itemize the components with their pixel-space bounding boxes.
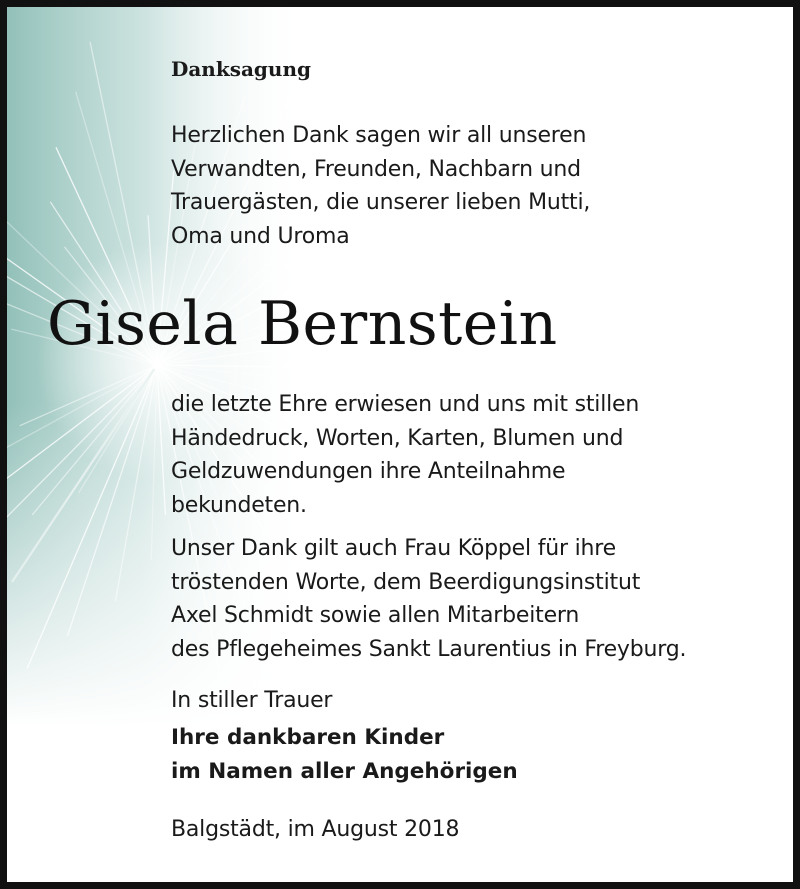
intro-line: Oma und Uroma [171, 223, 350, 249]
additional-thanks-paragraph [171, 532, 686, 666]
signature-line: im Namen aller Angehörigen [171, 758, 518, 784]
intro-paragraph [171, 119, 590, 253]
thanks-line: Geldzuwendungen ihre Anteilnahme [171, 459, 566, 484]
thanks-line: bekundeten. [171, 492, 307, 518]
intro-line: Herzlichen Dank sagen wir all unseren [171, 123, 587, 148]
deceased-name: Gisela Bernstein [47, 289, 558, 359]
intro-line: Verwandten, Freunden, Nachbarn und [171, 156, 581, 182]
thanks-line: die letzte Ehre erwiesen und uns mit stillen [171, 392, 640, 417]
place-date: Balgstädt, im August 2018 [171, 817, 460, 842]
additional-thanks-line: Unser Dank gilt auch Frau Köppel für ihre [171, 536, 617, 561]
additional-thanks-line: Axel Schmidt sowie allen Mitarbeitern [171, 603, 580, 628]
intro-line: Trauergästen, die unserer lieben Mutti, [171, 190, 591, 215]
thanks-paragraph [171, 388, 639, 522]
signature-line: Ihre dankbaren Kinder [171, 725, 445, 750]
additional-thanks-line: des Pflegeheimes Sankt Laurentius in Freyburg. [171, 636, 687, 662]
thanks-line: Händedruck, Worten, Karten, Blumen und [171, 425, 624, 451]
signature [171, 721, 518, 788]
heading: Danksagung [171, 57, 311, 81]
closing-phrase: In stiller Trauer [171, 688, 333, 713]
additional-thanks-line: tröstenden Worte, dem Beerdigungsinstitut [171, 569, 641, 595]
